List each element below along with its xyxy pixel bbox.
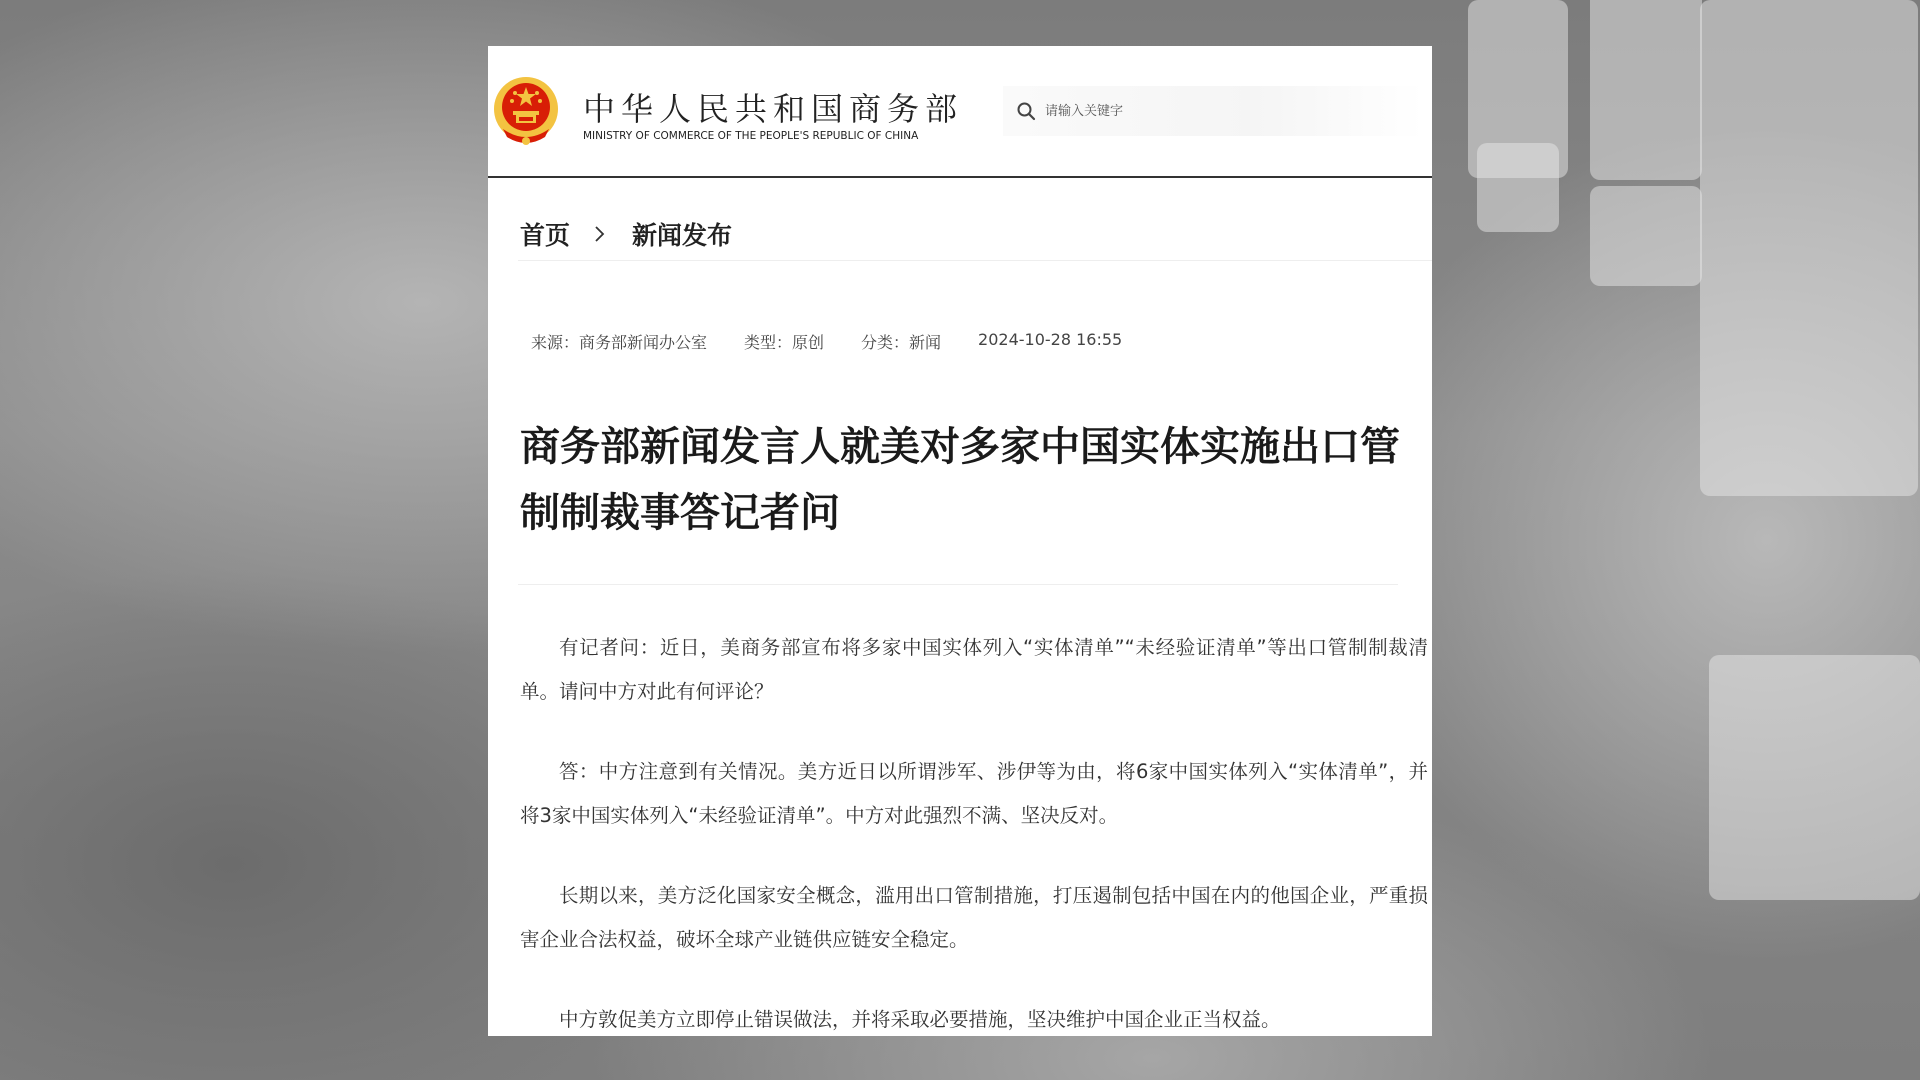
breadcrumb (520, 214, 732, 254)
webpage (488, 46, 1432, 1036)
background-decoration (1590, 186, 1702, 286)
background-decoration (1709, 655, 1920, 900)
divider (518, 260, 1432, 261)
article-title: 商务部新闻发言人就美对多家中国实体实施出口管制制裁事答记者问 (520, 424, 1400, 536)
article-paragraph: 长期以来，美方泛化国家安全概念，滥用出口管制措施，打压遏制包括中国在内的他国企业，严重损害企业合法权益，破坏全球产业链供应链安全稳定。 (520, 884, 1428, 951)
meta-datetime: 2024-10-28 16:55 (978, 330, 1123, 349)
chevron-right-icon (592, 225, 608, 243)
divider (518, 584, 1398, 585)
search-box (1003, 86, 1423, 136)
meta-category: 分类：新闻 (861, 333, 942, 352)
national-emblem-icon[interactable] (493, 71, 559, 147)
article-paragraph: 有记者问：近日，美商务部宣布将多家中国实体列入“实体清单”“未经验证清单”等出口管制制裁清单。请问中方对此有何评论？ (520, 636, 1428, 703)
breadcrumb-home-link[interactable]: 首页 (520, 221, 571, 250)
background-decoration (1477, 143, 1559, 232)
site-title: 中华人民共和国商务部 (583, 90, 964, 128)
article-paragraph: 中方敦促美方立即停止错误做法，并将采取必要措施，坚决维护中国企业正当权益。 (559, 1008, 1281, 1031)
breadcrumb-news-link[interactable]: 新闻发布 (632, 221, 733, 250)
background-decoration (1590, 0, 1702, 180)
meta-type: 类型：原创 (744, 333, 825, 352)
site-header (488, 46, 1432, 178)
search-icon[interactable] (1015, 100, 1037, 122)
site-title-english: MINISTRY OF COMMERCE OF THE PEOPLE'S REPUBLIC OF CHINA (583, 130, 919, 142)
background-decoration (1700, 0, 1918, 496)
search-input[interactable] (1045, 96, 1405, 126)
article-meta (531, 330, 1159, 353)
meta-source: 来源：商务部新闻办公室 (531, 333, 708, 352)
article-body (520, 626, 1428, 1036)
article-paragraph: 答：中方注意到有关情况。美方近日以所谓涉军、涉伊等为由，将6家中国实体列入“实体清单”，并将3家中国实体列入“未经验证清单”。中方对此强烈不满、坚决反对。 (520, 760, 1428, 827)
